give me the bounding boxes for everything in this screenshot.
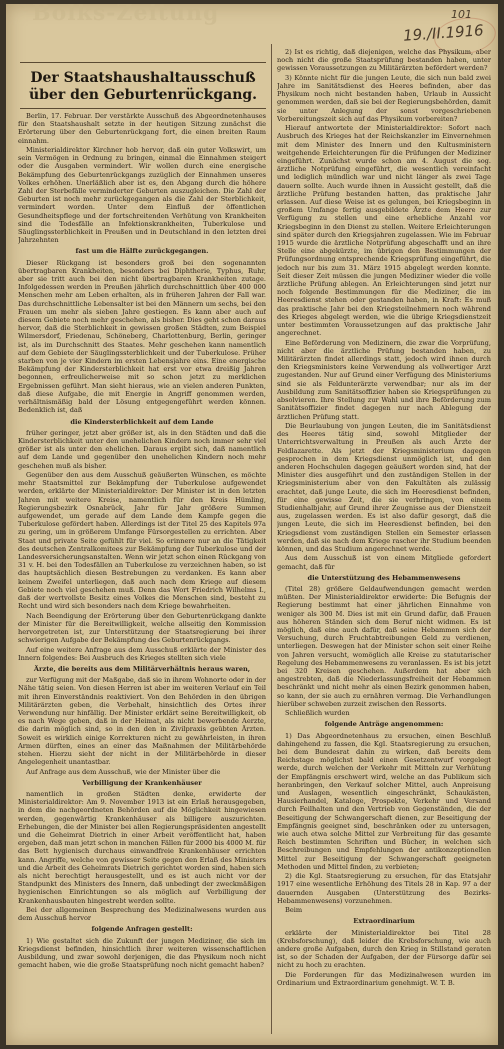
article-paragraph: (Titel 28) größere Geldaufwendungen gemacht werden müßten. Der Ministerialdirektor erwiderte: Die Befugnis der Regierung bestimmt hat einer jährlichen Einnahme von weniger als 300 M. Dies ist mit ein Grund dafür, daß Frauen aus höheren Ständen sich dem Beruf nicht widmen. Es ist möglich, daß eine auch dafür, daß seine Hebammen sich der Versuchung, durch Fruchtabtreibungen Geld zu verdienen, unterliegen. Deswegen hat der Minister schon seit einer Reihe von Jahren versucht, womöglich alle Kreise zu statutarischer Regelung des Hebammenwesens zu veranlassen. Es ist bis jetzt bei 320 Kreisen geschehen. Außerdem hat aber sich angestrebten, daß die Niederlassungsfreiheit der Hebammen beschränkt und nicht mehr als einen Bezirk genommen haben, so kann, der sie auch zu ernähren vermag. Die Verhandlungen hierüber schweben zurzeit zwischen den Ressorts. <box>277 584 491 708</box>
newspaper-clipping <box>6 4 498 1045</box>
column-divider <box>271 44 272 1034</box>
article-paragraph: Hierauf antwortete der Ministerialdirektor: Sofort nach Ausbruch des Krieges hat der Reichskanzler im Einvernehmen mit dem Minister des Innern und den Kultusministern weitgehende Erleichterungen für die Prüfungen der Mediziner eingeführt. Zunächst wurde schon am 4. August die sog. ärztliche Notprüfung eingeführt, die wesentlich vereinfacht und lediglich mündlich war und nicht länger als zwei Tage dauern sollte. Auch wurde ihnen in Aussicht gestellt, daß die ärztliche Prüfung bestanden hatten, das praktische Jahr erlassen. Auf diese Weise ist es gelungen, bei Kriegsbeginn in großem Umfange fertig ausgebildete Ärzte dem Heere zur Verfügung zu stellen und eine erhebliche Anzahl vor Kriegsbeginn in den Dienst zu stellen. Weitere Erleichterungen sind später durch den Kriegsjahren zugelassen. Wie im Februar 1915 wurde die ärztliche Notprüfung abgeschafft und an ihre Stelle eine abgekürzte, im übrigen den Bestimmungen der Prüfungsordnung entsprechende Kriegsprüfung eingeführt, die jedoch nur bis zum 31. März 1915 abgelegt werden konnte. Seit dieser Zeit müssen die jungen Mediziner wieder die volle ärztliche Prüfung ablegen. An Erleichterungen sind jetzt nur noch folgende Bestimmungen für die Mediziner, die im Heeresdienst stehen oder gestanden haben, in Kraft: Es muß das praktische Jahr bei den Kriegsteilnehmern noch während des Krieges abgelegt werden, wie die übrige Kriegsdienstzeit unter bestimmten Voraussetzungen auf das praktische Jahr angerechnet. <box>277 124 491 338</box>
section-subheading: die Unterstützung des Hebammenwesens <box>307 573 461 582</box>
article-headline: Der Staatshaushaltausschuß über den Geburtenrückgang. <box>28 70 258 103</box>
article-paragraph: Beim <box>285 906 303 915</box>
article-paragraph: Auf eine weitere Anfrage aus dem Ausschuß erklärte der Minister des Innern folgendes: Bei Ausbruch des Krieges stellten sich viele <box>18 645 266 662</box>
article-paragraph: Aus dem Ausschuß ist von einem Mitgliede gefordert gemacht, daß für <box>277 554 491 571</box>
article-paragraph: Schließlich wurden <box>285 709 350 718</box>
masthead: Bolks-Zeitung <box>32 4 220 26</box>
handwritten-date: 19./II.1916 <box>402 21 485 45</box>
section-subheading: fast um die Hälfte zurückgegangen. <box>75 247 209 256</box>
article-paragraph: 1) Das Abgeordnetenhaus zu ersuchen, einen Beschluß dahingehend zu fassen, die Kgl. Staatsregierung zu ersuchen, bei dem Bundesrat dahin zu wirken, daß bereits dem Reichstage möglichst bald einen Gesetzentwurf vorgelegt werde, durch welchen der Verkehr mit Mitteln zur Verhütung der Empfängnis erschwert wird, welche an das Publikum sich heranbringen, den Verkauf solcher Mittel, auch Anpreisung und Auslagen, wesentlich eingeschränkt, Schaukästen, Hausierhandel, Kataloge, Prospekte, Verkehr und Versand durch Feilhalten und den Vertrieb von Gegenständen, die der Beseitigung der Schwangerschaft dienen, zur Beseitigung der Empfängnis geeignet sind, beschränken oder zu untersagen, wie auch etwa solche Mittel zur Verbreitung für das gesamte Reich bestimmten Schriften und Bücher, in welchen sich Beschreibungen und Empfehlungen der antikonzeptionellen Mittel zur Beseitigung der Schwangerschaft geeigneten Methoden und Mittel finden, zu verbieten; <box>277 731 491 871</box>
section-subheading: folgende Anträge angenommen: <box>324 720 444 729</box>
article-paragraph: Eine Beförderung von Medizinern, die zwar die Vorprüfung, nicht aber die ärztliche Prüfung bestanden haben, zu Militärärzten findet allerdings statt, jedoch wird ihnen durch den Kriegsministers keine Verwendung als vollwertiger Arzt zugestanden. Nur auf Grund einer Verfügung des Ministeriums sind sie als Feldunterärzte verwendbar; nur als im der Ausbildung zum Sanitätsoffizier haben sie Kriegsprüfungen zu absolvieren. Ihre Stellung zur Wahl und ihre Beförderung zum Sanitätsoffizier findet dagegen nur nach Ablegung der ärztlichen Prüfung statt. <box>277 338 491 421</box>
article-paragraph: Gegenüber den aus dem Ausschuß geäußerten Wünschen, es möchte mehr Staatsmittel zur Bekämpfung der Tuberkulose aufgewendet werden, erklärte der Ministerialdirektor: Der Minister ist in den letzten Jahren mit weitere Kreise, namentlich für den Kreis Hümling, Regierungsbezirk Osnabrück, Jahr für Jahr größere Summen aufgewendet, um gerade auf dem Lande dem Kampfe gegen die Tuberkulose gefördert haben. Allerdings ist der Titel 25 des Kapitels 97a zu gering, um in größerem Umfange Fürsorgestellen zu errichten. Aber Staat und private Seite gefühlt für viel. So erinnere nur an die Tätigkeit des deutschen Zentralkomitees zur Bekämpfung der Tuberkulose und der Landesversicherungsanstalten. Wenn wir jetzt schon einen Rückgang von 31 v. H. bei den Todesfällen an Tuberkulose zu verzeichnen haben, so ist das hauptsächlich diesen Bestrebungen zu verdanken. Es kann aber keinem Zweifel unterliegen, daß auch nach dem Kriege auf diesem Gebiete noch viel geschehen muß. Denn das Wort Friedrich Wilhelms I., daß der wertvollste Besitz eines Volkes die Menschen sind, besteht zu Recht und wird sich besonders nach dem Kriege bewahrheiten. <box>18 470 266 611</box>
section-subheading: die Kindersterblichkeit auf dem Lande <box>70 417 214 426</box>
section-subheading: Ärzte, die bereits aus dem Militärverhältnis heraus waren, <box>33 664 251 673</box>
section-subheading: folgende Anfragen gestellt: <box>91 925 193 934</box>
article-paragraph: Auf Anfrage aus dem Ausschuß, wie der Minister über die <box>26 767 221 776</box>
right-column <box>277 48 491 1042</box>
article-paragraph: Berlin, 17. Februar. Der verstärkte Ausschuß des Abgeordnetenhauses für den Staatshaushalt setzte in der heutigen Sitzung zunächst die Erörterung über den Geburtenrückgang fort, die einen breiten Raum einnahm. <box>18 112 266 145</box>
article-paragraph: namentlich in großen Städten denke, erwiderte der Ministerialdirektor: Am 9. November 1913 ist ein Erlaß herausgegeben, in dem die nachgeordneten Behörden auf die Möglichkeit hingewiesen werden, gegenwärtig Krankenhäuser als billigere auszurichten. Erhebungen, die der Minister bei allen Regierungspräsidenten angestellt und die Geheimrat Dietrich in einer Arbeit veröffentlicht hat, haben ergeben, daß man jetzt schon in manchen Fällen für 2000 bis 4000 M. für das Bett hygienisch durchaus einwandfreie Krankenhäuser errichten kann. Angriffe, welche von gewisser Seite gegen den Erlaß des Ministers und die Arbeit des Geheimrats Dietrich gerichtet worden sind, haben sich als nicht berechtigt herausgestellt, und es ist auch nicht vor der Standpunkt des Ministers des Innern, daß unbedingt der zweckmäßigen hygienischen Einrichtungen so als möglich auf Verbilligung der Krankenhausbauten hingestrebt werden sollte. <box>18 789 266 905</box>
article-paragraph: 2) die Kgl. Staatsregierung zu ersuchen, für das Etatsjahr 1917 eine wesentliche Erhöhung des Titels 28 in Kap. 97 a der dauernden Ausgaben (Unterstützung des Bezirks-Hebammenwesens) vorzunehmen. <box>277 872 491 905</box>
article-paragraph: Die Forderungen für das Medizinalwesen wurden im Ordinarium und Extraordinarium genehmigt. W. T. B. <box>277 970 491 988</box>
article-paragraph: Ministerialdirektor Kirchner hob hervor, daß ein guter Volkswirt, um sein Vermögen in Ordnung zu bringen, einmal die Einnahmen steigert oder die Ausgaben vermindert. Wir wollen durch eine energische Bekämpfung des Geburtenrückgangs zuzüglich der Einnahmen unseres Volkes erhöhen. Unerläßlich aber ist es, den Abgang durch die höhere Zahl der Sterbefälle verminderter Geburten auszugleichen. Die Zahl der Geburten ist noch mehr zurückgegangen als die Zahl der Sterblichkeit, vermindert worden. Unter dem Einfluß der öffentlichen Gesundheitspflege und der fortschreitenden Verhütung von Krankheiten sind die Todesfälle an Infektionskrankheiten, Tuberkulose und Säuglingssterblichkeit in Preußen und in Deutschland in den letzten drei Jahrzehnten <box>18 146 266 245</box>
article-paragraph: 1) Wie gestaltet sich die Zukunft der jungen Mediziner, die sich im Kriegsdienst befinden, hinsichtlich ihrer weiteren wissenschaftlichen Ausbildung, und zwar sowohl derjenigen, die das Physikum noch nicht gemacht haben, wie die große Staatsprüfung noch nicht gemacht haben? <box>18 936 266 970</box>
article-paragraph: früher geringer, jetzt aber größer ist, als in den Städten und daß die Kindersterblichkeit unter den unehelichen Kindern noch immer sehr viel größer ist als unter den ehelichen. Daraus ergibt sich, daß namentlich auf dem Lande und gegenüber den unehelichen Kindern noch mehr geschehen muß als bisher. <box>18 428 266 470</box>
headline-rule-top <box>20 62 266 63</box>
article-paragraph: Die Beurlaubung von jungen Leuten, die im Sanitätsdienst des Heeres tätig sind, sowohl Mitglieder der Unterrichtsverwaltung in Preußen als auch Ärzte der Feldlazarette. Als jetzt der Kriegsministerium dagegen gesprochen in dem Kriegsdienst unmöglich ist, und den anderen Hochschulen dagegen geäußert worden sind, hat der Minister dies ausgeführt und den zuständigen Stellen in der Kriegsministerium aber von den Fakultäten als zulässig erachtet, daß junge Leute, die sich im Heeresdienst befinden, für eine gewisse Zeit, die sie verbringen, von einem Studienhalbjahr, auf Grund ihrer Zeugnisse aus der Dienstzeit aus, zugelassen werden. Es ist also dafür gesorgt, daß die jungen Leute, die sich im Heeresdienst befinden, bei den Kriegsdienst vom zuständigen Stellen ein Semester erlassen werden, daß sie nach dem Kriege rascher ihr Studium beenden können, und das Studium angerechnet werde. <box>277 421 491 553</box>
article-paragraph: Nach Beendigung der Erörterung über den Geburtenrückgang dankte der Minister für die Bereitwilligkeit, welche allseitig den Kommission hervorgetreten ist, zur Unterstützung der Staatsregierung bei ihrer schwierigen Aufgabe der Bekämpfung des Geburtenrückgangs. <box>18 611 266 645</box>
article-paragraph: 3) Könnte nicht für die jungen Leute, die sich nun bald zwei Jahre im Sanitätsdienst des Heeres befinden, aber das Physikum noch nicht bestanden haben, Urlaub in Aussicht genommen werden, daß sie bei der Regierungsbehörden, damit sie unter Anlegung der sonst vorgeschriebenen Vorbereitungszeit sich auf das Physikum vorbereiten? <box>277 73 491 123</box>
article-paragraph: erklärte der Ministerialdirektor bei Titel 28 (Krebsforschung), daß leider die Krebsforschung, wie auch andere große Aufgaben, durch den Krieg in Stillstand geraten ist, so der Schaden der Aufgaben, der der Fürsorge dafür sei nicht zu hoch zu erachten. <box>277 928 491 970</box>
left-column <box>18 112 266 1042</box>
section-subheading: Extraordinarium <box>353 917 415 926</box>
section-subheading: Verbilligung der Krankenhäuser <box>82 778 202 787</box>
article-paragraph: Dieser Rückgang ist besonders groß bei den sogenannten übertragbaren Krankheiten, besonders bei Diphtherie, Typhus, Ruhr, aber sie tritt auch bei den nicht übertragbaren Krankheiten zutage. Infolgedessen werden in Preußen jährlich durchschnittlich über 400 000 Menschen mehr am Leben erhalten, als in früheren Jahren der Fall war. Das durchschnittliche Lebensalter ist bei den Männern um sechs, bei den Frauen um mehr als sieben Jahre gestiegen. Es kann aber auch auf diesem Gebiete noch mehr geschehen, als bisher. Dies geht schon daraus hervor, daß die Sterblichkeit in gewissen großen Städten, zum Beispiel Wilmersdorf, Friedenau, Schöneberg, Charlottenburg, Berlin, geringer ist, als im Durchschnitt des Staates. Mehr geschehen kann namentlich auf dem Gebiete der Säuglingssterblichkeit und der Tuberkulose. Früher starben von je vier Kindern im ersten Lebensjahre eins. Eine energische Bekämpfung der Kindersterblichkeit hat erst vor etwa dreißig Jahren begonnen, erfreulicherweise mit so schon jetzt zu merklichen Ergebnissen geführt. Man sieht hieraus, wie an vielen anderen Punkten, daß diese Aufgabe, die mit Energie in Angriff genommen werden, verhältnismäßig bald der Lösung entgegengeführt werden können. Bedenklich ist, daß <box>18 258 266 415</box>
article-paragraph: 2) Ist es richtig, daß diejenigen, welche das Physikum, aber noch nicht die große Staatsprüfung bestanden haben, unter gewissen Voraussetzungen zu Militärärzten befördert werden? <box>277 48 491 73</box>
article-paragraph: Bei der allgemeinen Besprechung des Medizinalwesens wurden aus dem Ausschuß hervor <box>18 906 266 923</box>
handwritten-number: 101 <box>451 8 472 21</box>
article-paragraph: zur Verfügung mit der Maßgabe, daß sie in ihrem Wohnorte oder in der Nähe tätig seien. Von diesen Herren ist aber im weiteren Verlauf ein Teil mit ihren Einverständnis reaktiviert. Von den Behörden in den übrigen Militärärzten geben, die Verbehalt, hinsichtlich des Ortes ihrer Verwendung nur hinfällig. Der Minister erklärt seine Bereitwilligkeit, ob es nach Wege geben, daß in der Heimat, als nicht bewerbende Aerzte, die darin möglich sind, so in den den in Zivilpraxis geübten Ärzten. Soweit es wirklich einige Korrekturen nicht zu gewährleisten, in ihren Armen dürften, eines an einer das Maßnahmen der Militärbehörde stehen. Hierzu sieht der nicht in der Militärbehörde in dieser Angelegenheit unantastbar. <box>18 676 266 767</box>
headline-rule-bottom <box>20 108 266 109</box>
